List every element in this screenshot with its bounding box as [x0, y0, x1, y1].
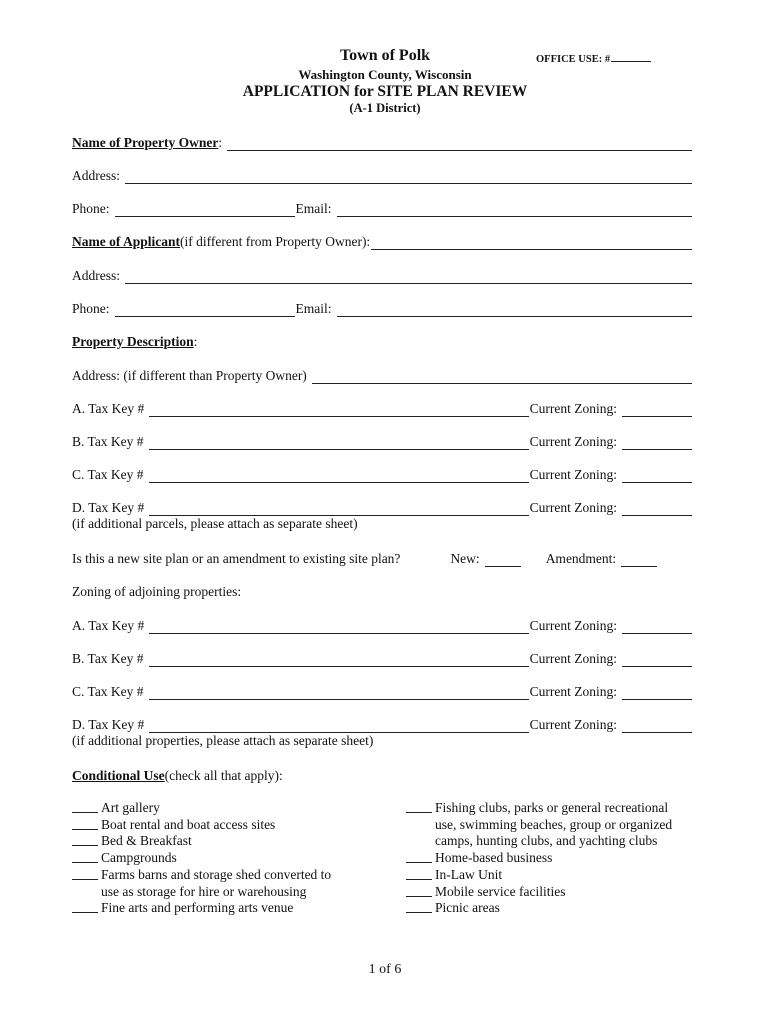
conditional-use-label: Boat rental and boat access sites — [101, 816, 276, 832]
owner-address-field[interactable] — [125, 170, 692, 184]
tax-key-field[interactable] — [149, 653, 529, 667]
tax-key-label: A. Tax Key # — [72, 401, 145, 416]
zoning-field[interactable] — [622, 620, 692, 634]
tax-key-label: C. Tax Key # — [72, 684, 144, 699]
conditional-use-item — [406, 867, 672, 884]
tax-key-label: C. Tax Key # — [72, 467, 144, 482]
zoning-field[interactable] — [622, 403, 692, 417]
new-field[interactable] — [485, 553, 521, 567]
checkbox-blank[interactable] — [406, 800, 432, 813]
conditional-use-label: Home-based business — [435, 850, 553, 866]
checkbox-blank[interactable] — [406, 900, 432, 913]
property-tax-key-row — [72, 498, 693, 516]
tax-key-field[interactable] — [149, 469, 529, 483]
zoning-field[interactable] — [622, 686, 692, 700]
property-heading-colon: : — [193, 334, 198, 349]
conditional-use-item — [72, 850, 331, 867]
conditional-use-label: Campgrounds — [101, 850, 177, 866]
applicant-note: (if different from Property Owner): — [180, 234, 371, 249]
property-address-field[interactable] — [312, 370, 692, 384]
town-title: Town of Polk — [339, 47, 431, 64]
zoning-field[interactable] — [622, 719, 692, 733]
site-plan-question: Is this a new site plan or an amendment to existing site plan? — [72, 551, 401, 566]
conditional-use-item — [406, 900, 672, 917]
conditional-use-right-column — [406, 800, 672, 917]
zoning-field[interactable] — [622, 469, 692, 483]
applicant-address-field[interactable] — [125, 270, 692, 284]
conditional-use-label-continuation: use, swimming beaches, group or organized — [435, 816, 673, 832]
additional-parcels-note: (if additional parcels, please attach as separate sheet) — [72, 516, 358, 531]
conditional-use-label-continuation: camps, hunting clubs, and yachting clubs — [435, 833, 658, 849]
conditional-use-item — [406, 850, 672, 867]
checkbox-blank[interactable] — [72, 867, 98, 880]
conditional-use-item — [72, 817, 331, 834]
conditional-use-label: In-Law Unit — [435, 866, 503, 882]
applicant-heading: Name of Applicant — [72, 234, 180, 249]
zoning-label: Current Zoning: — [529, 467, 617, 482]
district-subtitle: (A-1 District) — [349, 101, 421, 115]
new-label: New: — [450, 551, 480, 566]
checkbox-blank[interactable] — [406, 850, 432, 863]
applicant-email-field[interactable] — [337, 303, 692, 317]
tax-key-field[interactable] — [149, 436, 529, 450]
conditional-use-label-continuation: use as storage for hire or warehousing — [101, 883, 307, 899]
applicant-phone-label: Phone: — [72, 301, 110, 316]
owner-name-field[interactable] — [227, 137, 692, 151]
tax-key-label: B. Tax Key # — [72, 434, 144, 449]
zoning-label: Current Zoning: — [529, 434, 617, 449]
page-number: 1 of 6 — [368, 962, 402, 977]
amendment-field[interactable] — [621, 553, 657, 567]
tax-key-field[interactable] — [149, 403, 528, 417]
adjoining-tax-key-row — [72, 682, 693, 700]
tax-key-label: D. Tax Key # — [72, 500, 145, 515]
owner-contact-row — [72, 199, 693, 217]
applicant-address-row — [72, 266, 693, 284]
checkbox-blank[interactable] — [72, 833, 98, 846]
checkbox-blank[interactable] — [72, 817, 98, 830]
additional-properties-note: (if additional properties, please attach as separate sheet) — [72, 733, 374, 748]
office-use-label: OFFICE USE: # — [536, 54, 611, 65]
checkbox-blank[interactable] — [72, 900, 98, 913]
tax-key-label: B. Tax Key # — [72, 651, 144, 666]
owner-heading: Name of Property Owner — [72, 135, 219, 150]
zoning-label: Current Zoning: — [529, 684, 617, 699]
conditional-use-item — [72, 900, 331, 917]
applicant-email-label: Email: — [295, 301, 332, 316]
property-address-row — [72, 366, 693, 384]
conditional-use-heading-row — [72, 766, 693, 784]
applicant-phone-field[interactable] — [115, 303, 295, 317]
county-subtitle: Washington County, Wisconsin — [298, 67, 472, 82]
zoning-field[interactable] — [622, 436, 692, 450]
conditional-use-label: Fishing clubs, parks or general recreational — [435, 800, 669, 815]
tax-key-field[interactable] — [149, 719, 528, 733]
checkbox-blank[interactable] — [406, 867, 432, 880]
conditional-use-item — [72, 800, 331, 817]
checkbox-blank[interactable] — [406, 884, 432, 897]
owner-heading-colon: : — [218, 135, 223, 150]
conditional-use-note: (check all that apply): — [164, 768, 283, 783]
conditional-use-label: Fine arts and performing arts venue — [101, 900, 294, 916]
owner-phone-label: Phone: — [72, 201, 110, 216]
owner-email-label: Email: — [295, 201, 332, 216]
conditional-use-label: Picnic areas — [435, 900, 500, 916]
adjoining-tax-key-row — [72, 649, 693, 667]
owner-address-row — [72, 166, 693, 184]
conditional-use-label: Mobile service facilities — [435, 883, 566, 899]
adjoining-tax-key-row — [72, 616, 693, 634]
property-address-label: Address: (if different than Property Owner) — [72, 368, 307, 383]
conditional-use-heading: Conditional Use — [72, 768, 165, 783]
owner-phone-field[interactable] — [115, 203, 295, 217]
adjoining-heading: Zoning of adjoining properties: — [72, 584, 242, 599]
owner-name-row — [72, 133, 693, 151]
property-heading: Property Description — [72, 334, 194, 349]
zoning-field[interactable] — [622, 502, 692, 516]
applicant-name-row — [72, 232, 693, 250]
zoning-label: Current Zoning: — [529, 401, 617, 416]
conditional-use-item — [72, 867, 331, 884]
office-use-field — [536, 52, 652, 65]
zoning-label: Current Zoning: — [529, 651, 617, 666]
conditional-use-left-column — [72, 800, 331, 917]
conditional-use-item — [406, 884, 672, 901]
property-heading-row — [72, 332, 693, 350]
property-tax-key-row — [72, 432, 693, 450]
applicant-name-field[interactable] — [371, 236, 692, 250]
applicant-contact-row — [72, 299, 693, 317]
zoning-label: Current Zoning: — [529, 717, 617, 732]
site-plan-question-row — [72, 549, 693, 567]
office-use-blank[interactable] — [611, 52, 651, 62]
tax-key-field[interactable] — [149, 502, 528, 516]
adjoining-tax-key-row — [72, 715, 693, 733]
checkbox-blank[interactable] — [72, 800, 98, 813]
conditional-use-label: Art gallery — [101, 800, 160, 815]
applicant-address-label: Address: — [72, 268, 120, 283]
tax-key-label: D. Tax Key # — [72, 717, 145, 732]
property-tax-key-row — [72, 465, 693, 483]
conditional-use-label: Bed & Breakfast — [101, 833, 192, 849]
owner-email-field[interactable] — [337, 203, 692, 217]
zoning-field[interactable] — [622, 653, 692, 667]
amendment-label: Amendment: — [545, 551, 617, 566]
conditional-use-label: Farms barns and storage shed converted to — [101, 866, 332, 882]
form-title: APPLICATION for SITE PLAN REVIEW — [242, 83, 528, 100]
tax-key-label: A. Tax Key # — [72, 618, 145, 633]
owner-address-label: Address: — [72, 168, 120, 183]
zoning-label: Current Zoning: — [529, 618, 617, 633]
tax-key-field[interactable] — [149, 620, 528, 634]
checkbox-blank[interactable] — [72, 850, 98, 863]
conditional-use-item — [406, 800, 672, 817]
conditional-use-item — [72, 833, 331, 850]
tax-key-field[interactable] — [149, 686, 529, 700]
zoning-label: Current Zoning: — [529, 500, 617, 515]
property-tax-key-row — [72, 399, 693, 417]
